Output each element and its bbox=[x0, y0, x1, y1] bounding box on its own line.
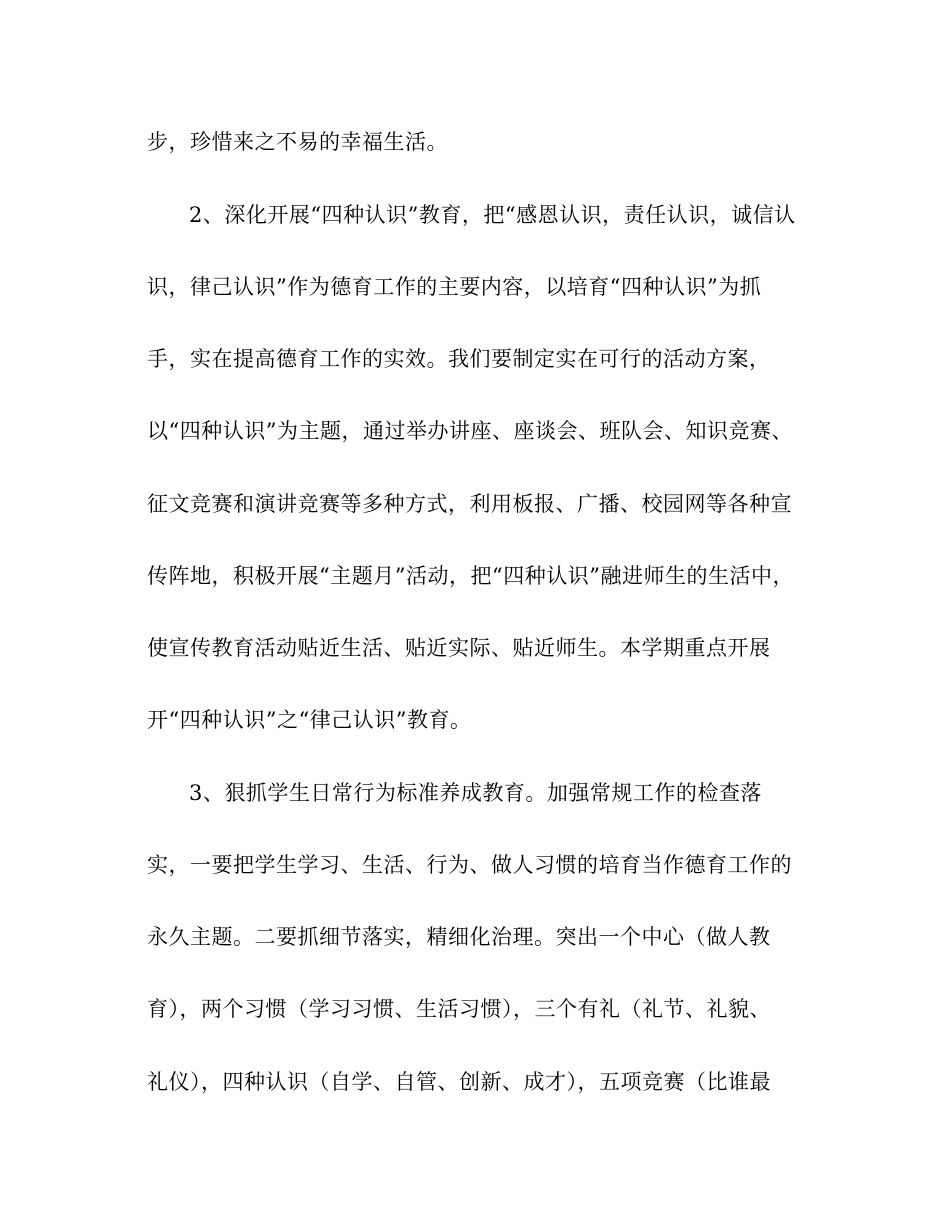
paragraph-3-line-3: 永久主题。二要抓细节落实，精细化治理。突出一个中心（做人教 bbox=[147, 925, 771, 949]
paragraph-2-line-6: 传阵地，积极开展“主题月”活动，把“四种认识”融进师生的生活中， bbox=[147, 564, 794, 588]
paragraph-2-line-1: 2、深化开展“四种认识”教育，把“感恩认识，责任认识，诚信认 bbox=[189, 203, 796, 227]
paragraph-3-line-4: 育），两个习惯（学习习惯、生活习惯），三个有礼（礼节、礼貌、 bbox=[147, 997, 771, 1021]
text-line-1: 步，珍惜来之不易的幸福生活。 bbox=[147, 130, 448, 154]
paragraph-2-line-3: 手，实在提高德育工作的实效。我们要制定实在可行的活动方案， bbox=[147, 347, 771, 371]
paragraph-2-line-7: 使宣传教育活动贴近生活、贴近实际、贴近师生。本学期重点开展 bbox=[147, 636, 771, 660]
paragraph-2-line-5: 征文竞赛和演讲竞赛等多种方式，利用板报、广播、校园网等各种宣 bbox=[147, 492, 792, 516]
paragraph-3-line-2: 实，一要把学生学习、生活、行为、做人习惯的培育当作德育工作的 bbox=[147, 853, 792, 877]
paragraph-3-line-5: 礼仪），四种认识（自学、自管、创新、成才），五项竞赛（比谁最 bbox=[147, 1070, 771, 1094]
paragraph-3-line-1: 3、狠抓学生日常行为标准养成教育。加强常规工作的检查落 bbox=[189, 781, 762, 805]
paragraph-2-line-4: 以“四种认识”为主题，通过举办讲座、座谈会、班队会、知识竞赛、 bbox=[147, 419, 793, 443]
paragraph-2-line-2: 识，律己认识”作为德育工作的主要内容，以培育“四种认识”为抓 bbox=[147, 275, 762, 299]
paragraph-2-line-8: 开“四种认识”之“律己认识”教育。 bbox=[147, 708, 472, 732]
